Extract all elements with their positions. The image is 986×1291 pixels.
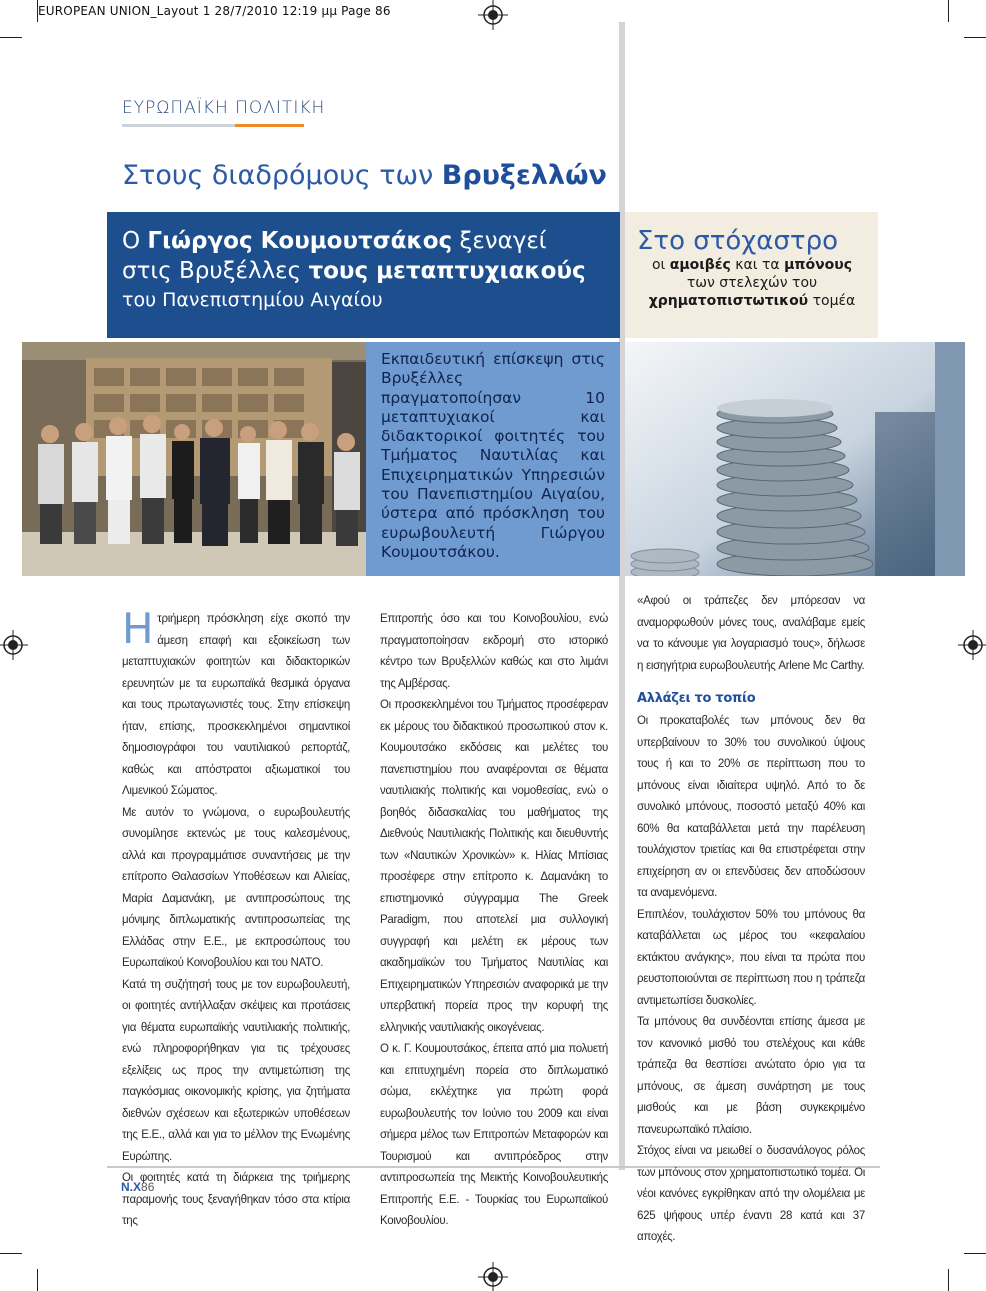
page-headline <box>122 160 607 191</box>
crop-mark <box>948 0 949 22</box>
lede-line-3: του Πανεπιστημίου Αιγαίου <box>122 289 383 311</box>
sidebar-paragraph: «Αφού οι τράπεζες δεν μπόρεσαν να αναμορφωθούν μόνες τους, αναλάβαμε εμείς να το κάνουμε για λογαριασμό τους», δήλωσε η εισηγήτρια ευρωβουλευτής Arlene Mc Carthy. <box>637 595 865 672</box>
article-paragraph: Οι προσκεκλημένοι του Τμήματος προσέφεραν εκ μέρους του διδακτικού προσωπικού στον κ. Κουμουτσάκο εκδόσεις και μελέτες του πανεπιστημίου που αναφέρονται σε θέματα ναυτιλιακής πολιτικής και νομοθεσίας, ενώ ο βοηθός διδασκαλίας του μαθήματος της Διεθνούς Ναυτιλιακής Πολιτικής και διευθυντής των «Ναυτικών Χρονικών» κ. Ηλίας Μπίσιας προσέφερε στην επίτροπο κ. Δαμανάκη το επιστημονικό σύγγραμμα The Greek Paradigm, που αποτελεί μια συλλογική συγγραφή και μελέτη εκ μέρους των ακαδημαϊκών του Τμήματος Ναυτιλίας και Επιχειρηματικών Υπηρεσιών αναφορικά με την υπερβατική πορεία προς την κορυφή της ελληνικής ναυτιλιακής οικογένειας. <box>380 699 608 1034</box>
crop-mark <box>964 1253 986 1254</box>
crop-mark <box>0 37 22 38</box>
coins-image <box>625 342 965 576</box>
sidebar-paragraph: Οι προκαταβολές των μπόνους δεν θα υπερβαίνουν το 30% του συνολικού ύψους τους ή και το 20% σε περίπτωση που το μπόνους είναι ιδιαίτερα υψηλό. Από το δε συνολικό μπόνους, ποσοστό μεταξύ 40% και 60% θα καταβάλλεται μετά την παρέλευση τουλάχιστον τριετίας και θα επιστρέφεται στην επιχείρηση αν οι επενδύσεις δεν αποδώσουν τα αναμενόμενα. <box>637 715 865 899</box>
page-number: 86 <box>141 1180 155 1194</box>
crop-mark <box>37 1269 38 1291</box>
article-paragraph: Οι φοιτητές κατά τη διάρκεια της τριήμερης παραμονής τους ξεναγήθηκαν τόσο στα κτίρια της <box>122 1172 350 1227</box>
group-photo <box>22 342 366 576</box>
section-underline <box>122 124 304 127</box>
headline-regular: Στους διαδρόμους των <box>122 160 442 191</box>
crop-mark <box>964 37 986 38</box>
lede-line-1: Ο Γιώργος Κουμουτσάκος ξεναγεί <box>122 228 547 254</box>
sidebar-subtitle: οι αμοιβές και τα μπόνους των στελεχών του χρηματοπιστωτικού τομέα <box>648 257 856 309</box>
registration-mark-icon <box>478 0 508 30</box>
page-folio <box>121 1180 154 1194</box>
sidebar-paragraph: Επιπλέον, τουλάχιστον 50% του μπόνους θα καταβάλλεται ως μέρος του «κεφαλαίου εκτάκτου ανάγκης», που είναι τα πρώτα που ρευστοποιούνται σε περίπτωση που η τράπεζα αντιμετωπίσει δυσκολίες. <box>637 908 865 1007</box>
registration-mark-icon <box>0 630 28 660</box>
sidebar-column <box>637 591 865 1249</box>
photo-caption: Εκπαιδευτική επίσκεψη στις Βρυξέλλες πραγματοποίησαν 10 μεταπτυχιακοί και διδακτορικοί φοιτητές του Τμήματος Ναυτιλίας και Επιχειρηματικών Υπηρεσιών του Πανεπιστημίου Αιγαίου, ύστερα από πρόσκληση του ευρωβουλευτή Γιώργου Κουμουτσάκου. <box>381 350 605 561</box>
article-paragraph: Ητριήμερη πρόσκληση είχε σκοπό την άμεση επαφή και εξοικείωση των μεταπτυχιακών φοιτητών και διδακτορικών ερευνητών με τα ευρωπαϊκά θεσμικά όργανα και τους πρωταγωνιστές τους. Στην επίσκεψη ήταν, επίσης, προσκεκλημένοι σημαντικοί δημοσιογράφοι του ναυτιλιακού ρεπορτάζ, καθώς και απόστρατοι αξιωματικοί του Λιμενικού Σώματος. <box>122 604 350 797</box>
article-paragraph: Με αυτόν το γνώμονα, ο ευρωβουλευτής συνομίλησε εκτενώς με τους καλεσμένους, αλλά και προγραμμάτισε συναντήσεις με την επίτροπο Θαλασσίων Υποθέσεων και Αλιείας, Μαρία Δαμανάκη, με αντιπροσώπους της μόνιμης διπλωματικής αντιπροσωπείας της Ελλάδας στην Ε.Ε., με εκπροσώπους του Ευρωπαϊκού Κοινοβουλίου και του ΝΑΤΟ. <box>122 806 350 969</box>
folio-brand: N.X <box>121 1180 142 1194</box>
crop-mark <box>948 1269 949 1291</box>
registration-mark-icon <box>958 630 986 660</box>
article-paragraph: Ο κ. Γ. Κουμουτσάκος, έπειτα από μια πολυετή και επιτυχημένη πορεία στο διπλωματικό σώμα, εκλέχτηκε για πρώτη φορά ευρωβουλευτής τον Ιούνιο του 2009 και είναι σήμερα μέλος των Επιτροπών Μεταφορών και Τουρισμού και αντιπρόεδρος στην αντιπροσωπεία της Μεικτής Κοινοβουλευτικής Επιτροπής Ε.Ε. - Τουρκίας του Ευρωπαϊκού Κοινοβουλίου. <box>380 1043 608 1227</box>
registration-mark-icon <box>478 1262 508 1291</box>
article-column-2 <box>380 609 608 1233</box>
sidebar-subheading: Αλλάζει το τοπίο <box>637 691 756 706</box>
headline-bold: Βρυξελλών <box>441 160 607 191</box>
crop-mark <box>37 0 38 22</box>
article-paragraph: Κατά τη συζήτησή τους με τον ευρωβουλευτή, οι φοιτητές αντήλλαξαν σκέψεις και προτάσεις για θέματα ευρωπαϊκής ναυτιλιακής πολιτικής, ενώ πληροφορήθηκαν για τις τρέχουσες εξελίξεις ως προς την αντιμετώπιση της παγκόσμιας οικονομικής κρίσης, για ζητήματα διεθνών σχέσεων και εξωτερικών υποθέσεων της Ε.Ε., αλλά και για το μέλλον της Ενωμένης Ευρώπης. <box>122 978 350 1163</box>
lede-line-2: στις Βρυξέλλες τους μεταπτυχιακούς <box>122 258 586 284</box>
sidebar-paragraph: Στόχος είναι να μειωθεί ο δυσανάλογος ρόλος των μπόνους στον χρηματοπιστωτικό τομέα. Οι νέοι κανόνες εγκρίθηκαν από την ολομέλεια με 625 ψήφους υπέρ έναντι 28 κατά και 37 αποχές. <box>637 1145 865 1243</box>
sidebar-paragraph: Τα μπόνους θα συνδέονται επίσης άμεσα με τον κανονικό μισθό του στελέχους και κάθε τράπεζα θα θεσπίσει ανώτατο όριο για τα μπόνους, σε άμεση συνάρτηση με τους μισθούς και με βάση συγκεκριμένο πανευρωπαϊκό πλαίσιο. <box>637 1016 865 1136</box>
lede-text <box>122 226 612 314</box>
sidebar-title: Στο στόχαστρο <box>637 226 838 256</box>
printer-slug: EUROPEAN UNION_Layout 1 28/7/2010 12:19 μμ Page 86 <box>38 4 391 18</box>
article-column-1 <box>122 604 350 1233</box>
column-divider-bar <box>619 22 625 1170</box>
section-label: ΕΥΡΩΠΑΪΚΗ ΠΟΛΙΤΙΚΗ <box>122 98 326 118</box>
drop-cap: Η <box>122 604 154 653</box>
article-paragraph: Επιτροπής όσο και του Κοινοβουλίου, ενώ πραγματοποίησαν εκδρομή στο ιστορικό κέντρο των Βρυξελλών καθώς και στο λιμάνι της Αμβέρσας. <box>380 613 608 690</box>
crop-mark <box>0 1253 22 1254</box>
